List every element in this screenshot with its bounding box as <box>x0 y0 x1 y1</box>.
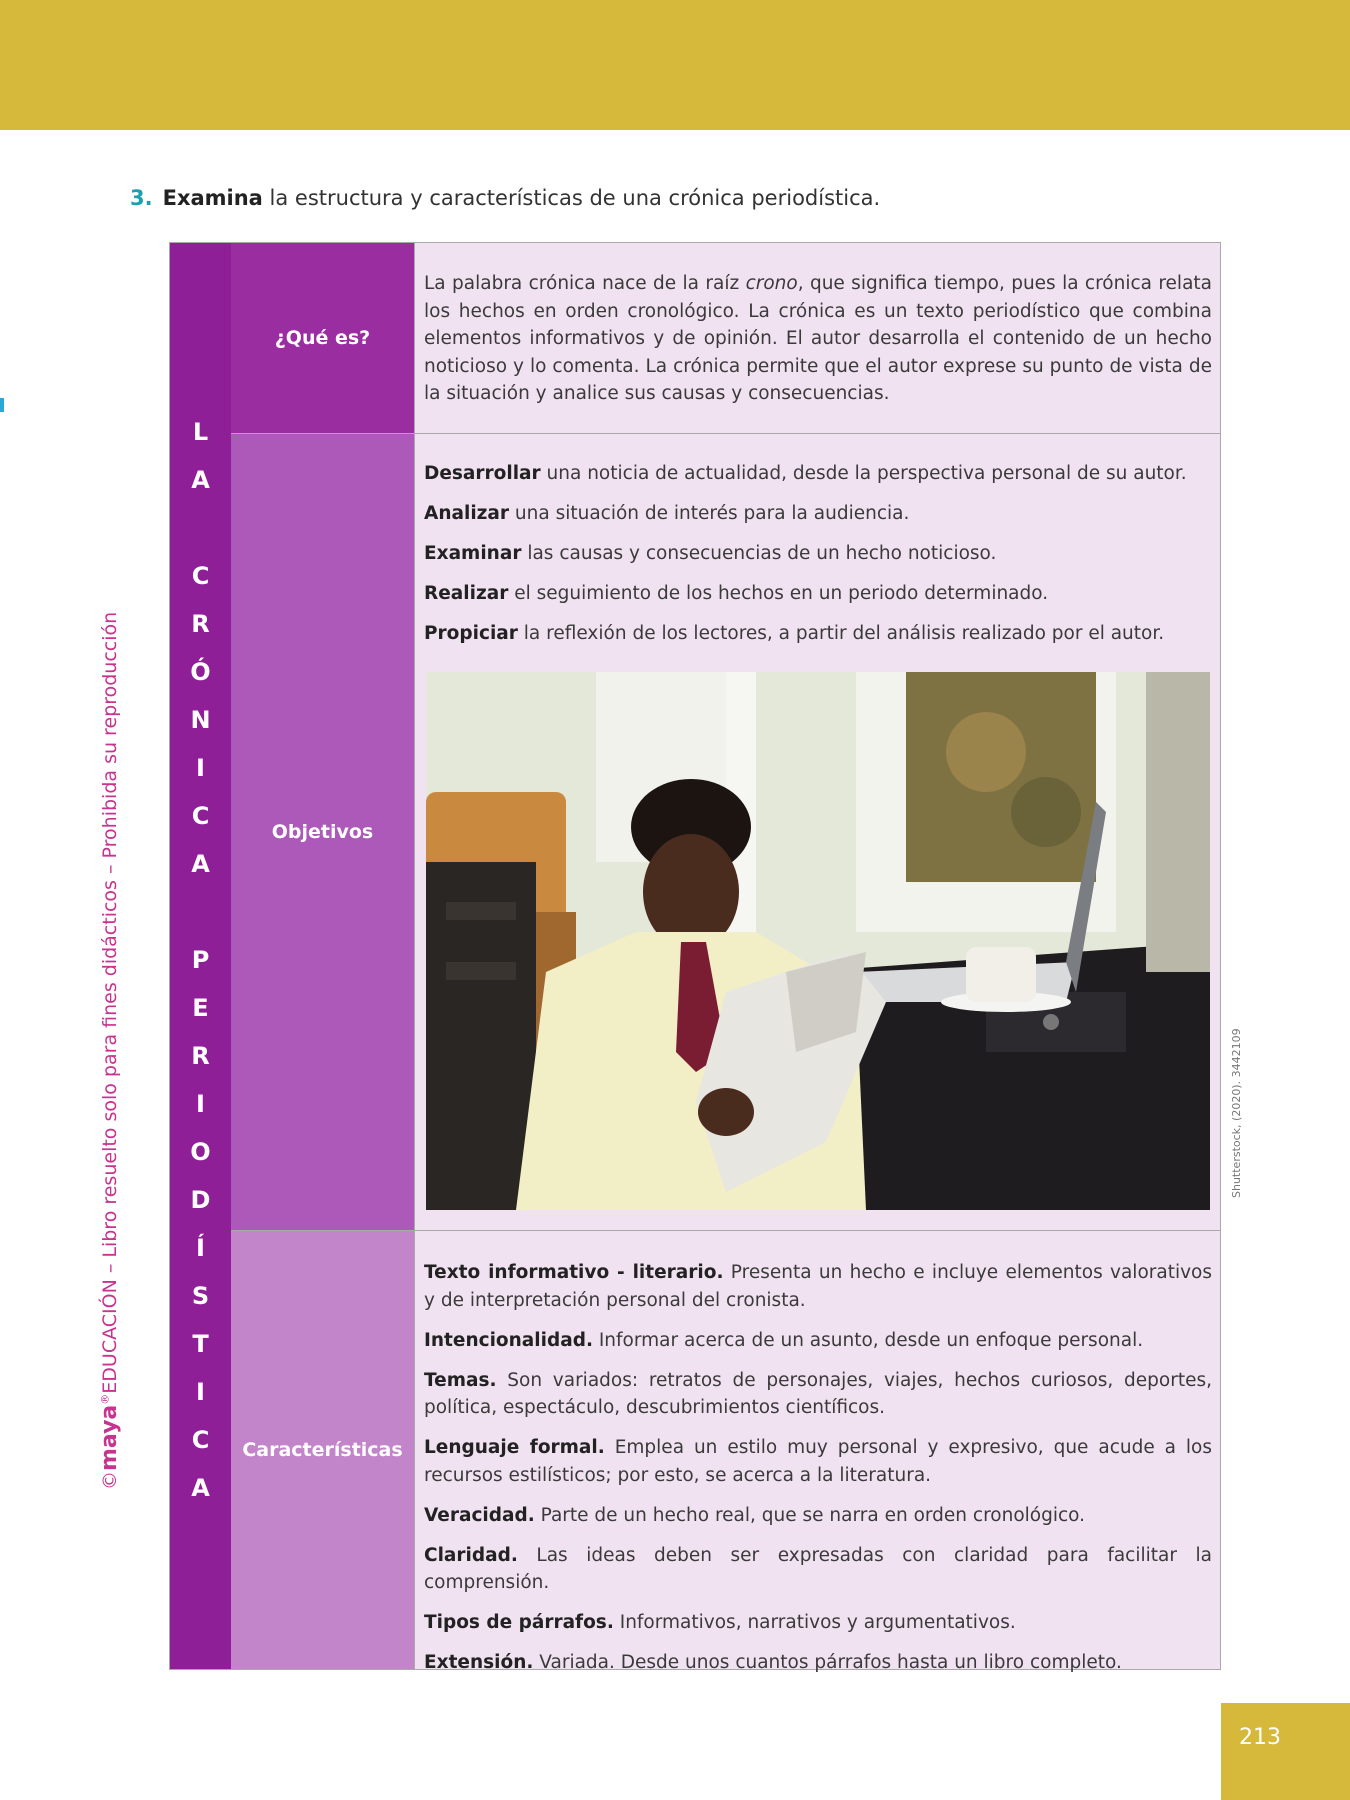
caracteristica-item <box>424 1649 1212 1677</box>
row-body-objetivos <box>415 434 1220 1230</box>
title-letter: R <box>191 1042 210 1070</box>
definition-text-start: La palabra crónica nace de la raíz <box>424 273 746 294</box>
objetivo-item <box>424 620 1212 648</box>
copyright-symbol: © <box>99 1471 121 1490</box>
caracteristica-item <box>424 1502 1212 1530</box>
objetivo-item-text: el seguimiento de los hechos en un periodo determinado. <box>508 583 1049 604</box>
row-header-que-es: ¿Qué es? <box>231 243 415 433</box>
objetivo-item-lead: Desarrollar <box>424 463 541 484</box>
row-objetivos <box>231 434 1220 1231</box>
caracteristica-item-lead: Tipos de párrafos. <box>424 1612 614 1633</box>
cronica-table <box>169 242 1221 1673</box>
caracteristica-item-text: Son variados: retratos de personajes, viajes, hechos curiosos, deportes, política, espectáculo, descubrimientos científicos. <box>424 1369 1212 1418</box>
table-title-column <box>170 243 231 1669</box>
title-letter: E <box>192 994 209 1022</box>
publisher-brand: maya <box>97 1404 122 1471</box>
objetivo-item-text: la reflexión de los lectores, a partir del análisis realizado por el autor. <box>517 623 1165 644</box>
title-letter: T <box>192 1330 209 1358</box>
row-body-caracteristicas <box>415 1231 1220 1673</box>
caracteristica-item-text: Parte de un hecho real, que se narra en orden cronológico. <box>534 1504 1086 1526</box>
title-letter: A <box>191 850 210 878</box>
caracteristica-item <box>424 1259 1212 1314</box>
page-number: 213 <box>1239 1725 1281 1750</box>
caracteristica-item-lead: Texto informativo - literario. <box>424 1262 724 1283</box>
objetivo-item-lead: Analizar <box>424 503 510 524</box>
objetivo-item <box>424 500 1212 528</box>
title-letter: I <box>196 1090 205 1118</box>
instruction-text: la estructura y características de una crónica periodística. <box>269 186 881 210</box>
instruction-verb: Examina <box>162 186 263 210</box>
objetivo-item <box>424 540 1212 568</box>
left-edge-marker <box>0 398 4 412</box>
objetivo-item <box>424 460 1212 488</box>
title-letter: C <box>191 562 210 590</box>
row-que-es <box>231 243 1220 434</box>
title-letter: P <box>191 946 210 974</box>
caracteristica-item <box>424 1367 1212 1422</box>
photo-credit: Shutterstock, (2020). 3442109 <box>1230 1028 1243 1198</box>
objetivo-item-lead: Propiciar <box>424 623 518 644</box>
definition-italic-word: crono <box>745 273 798 294</box>
caracteristica-item-text: Informativos, narrativos y argumentativos. <box>613 1612 1016 1633</box>
title-letter: C <box>191 802 210 830</box>
top-color-band <box>0 0 1350 130</box>
title-letter: C <box>191 1426 210 1454</box>
row-body-que-es <box>415 243 1220 433</box>
objetivo-item-text: una noticia de actualidad, desde la perspectiva personal de su autor. <box>540 463 1187 484</box>
title-letter: Í <box>196 1234 205 1262</box>
caracteristica-item-lead: Extensión. <box>424 1652 534 1673</box>
caracteristica-item-text: Presenta un hecho e incluye elementos valorativos y de interpretación personal del cronista. <box>424 1262 1213 1311</box>
title-letter: L <box>192 418 209 446</box>
title-letter: N <box>190 706 211 734</box>
caracteristica-item-text: Informar acerca de un asunto, desde un enfoque personal. <box>592 1329 1144 1351</box>
objetivo-item <box>424 580 1212 608</box>
objetivo-item-lead: Realizar <box>424 583 509 604</box>
row-header-objetivos: Objetivos <box>231 434 415 1230</box>
title-letter: I <box>196 1378 205 1406</box>
caracteristica-item-lead: Veracidad. <box>424 1504 535 1526</box>
caracteristica-item <box>424 1434 1212 1489</box>
definition-text-end: , que significa tiempo, pues la crónica relata los hechos en orden cronológico. La crónica es un texto periodístico que combina elementos informativos y de opinión. El autor desarrolla el contenido de un hecho noticioso y lo comenta. La crónica permite que el autor exprese su punto de vista de la situación y analice sus causas y consecuencias. <box>424 273 1212 404</box>
exercise-number: 3. <box>130 186 153 210</box>
caracteristica-item-lead: Lenguaje formal. <box>424 1437 605 1458</box>
title-letter: R <box>191 610 210 638</box>
objetivos-list <box>424 460 1212 648</box>
title-letter: O <box>190 1138 211 1166</box>
page-number-box <box>1221 1703 1350 1800</box>
caracteristica-item-text: Emplea un estilo muy personal y expresivo, que acude a los recursos estilísticos; por esto, se acerca a la literatura. <box>424 1437 1212 1486</box>
objetivo-item-text: una situación de interés para la audiencia. <box>509 503 910 524</box>
copyright-side-text <box>97 612 122 1490</box>
caracteristica-item <box>424 1327 1212 1355</box>
row-header-caracteristicas: Características <box>231 1231 415 1669</box>
photo-boy-reading-newspaper <box>426 672 1210 1210</box>
objetivo-item-lead: Examinar <box>424 543 522 564</box>
caracteristica-item-lead: Temas. <box>424 1369 497 1391</box>
title-letter: D <box>190 1186 211 1214</box>
title-letter: Ó <box>190 658 211 686</box>
caracteristica-item-lead: Intencionalidad. <box>424 1329 593 1351</box>
row-caracteristicas <box>231 1231 1220 1673</box>
title-letter: A <box>191 1474 210 1502</box>
title-letter: A <box>191 466 210 494</box>
caracteristica-item-text: Variada. Desde unos cuantos párrafos hasta un libro completo. <box>533 1652 1122 1673</box>
table-title-vertical <box>170 408 231 1512</box>
caracteristica-item <box>424 1542 1212 1597</box>
objetivo-item-text: las causas y consecuencias de un hecho noticioso. <box>521 543 997 564</box>
caracteristica-item-lead: Claridad. <box>424 1544 518 1566</box>
caracteristica-item-text: Las ideas deben ser expresadas con claridad para facilitar la comprensión. <box>424 1544 1212 1593</box>
title-letter: S <box>191 1282 210 1310</box>
title-letter: I <box>196 754 205 782</box>
caracteristica-item <box>424 1609 1212 1637</box>
copyright-notice: EDUCACIÓN – Libro resuelto solo para fines didácticos – Prohibida su reproducción <box>99 611 121 1394</box>
exercise-instruction <box>130 186 880 210</box>
registered-mark: ® <box>98 1393 112 1405</box>
